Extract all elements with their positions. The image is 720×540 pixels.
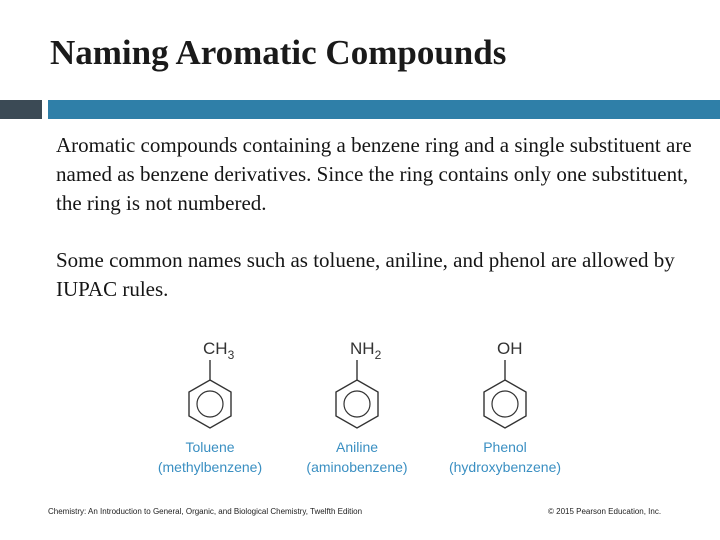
phenol-structure: [449, 339, 561, 475]
toluene-substituent: CH: [203, 339, 228, 358]
aniline-structure: [306, 339, 407, 475]
toluene-substituent-subscript: 3: [227, 348, 235, 362]
intro-paragraph: Aromatic compounds containing a benzene ring and a single substituent are named as benzene derivatives. Since the ring contains only one substituent, the ring is not numbered.: [56, 133, 692, 215]
svg-text:CH3: [203, 339, 235, 362]
benzene-derivatives-figure: [0, 328, 720, 488]
footer-copyright: © 2015 Pearson Education, Inc.: [548, 507, 662, 516]
slide-title: Naming Aromatic Compounds: [50, 33, 507, 72]
aniline-systematic-name: (aminobenzene): [306, 459, 408, 475]
aniline-name: Aniline: [335, 439, 379, 455]
phenol-systematic-name: (hydroxybenzene): [448, 459, 562, 475]
toluene-name: Toluene: [185, 439, 235, 455]
aniline-substituent: NH: [350, 339, 375, 358]
aniline-substituent-subscript: 2: [374, 348, 382, 362]
common-names-paragraph: Some common names such as toluene, aniline, and phenol are allowed by IUPAC rules.: [56, 248, 675, 301]
toluene-structure: [158, 339, 262, 475]
phenol-name: Phenol: [483, 439, 527, 455]
footer-book-title: Chemistry: An Introduction to General, Organic, and Biological Chemistry, Twelfth Edition: [48, 507, 363, 516]
svg-text:OH: [497, 339, 523, 358]
phenol-substituent: OH: [497, 339, 523, 358]
toluene-systematic-name: (methylbenzene): [157, 459, 263, 475]
title-accent-bar-blue: [48, 100, 720, 119]
svg-text:NH2: [350, 339, 382, 362]
title-accent-bar-dark: [0, 100, 42, 119]
